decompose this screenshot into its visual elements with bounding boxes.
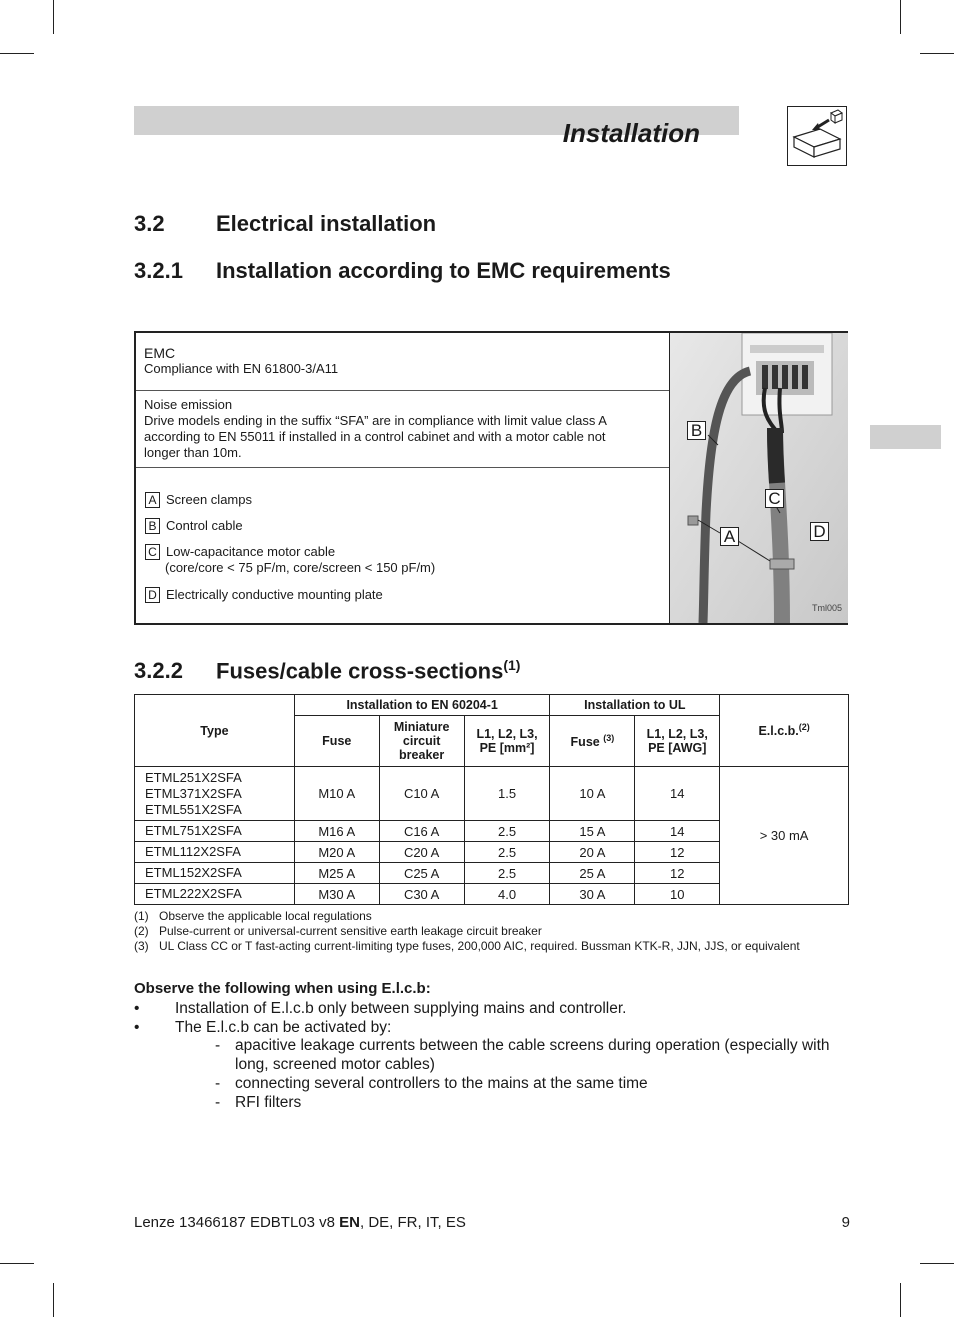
fuse-table bbox=[134, 694, 849, 905]
table-row: ETML222X2SFA M30 A C30 A 4.0 30 A 10 bbox=[135, 884, 849, 905]
dash-marker: - bbox=[215, 1075, 221, 1092]
table-row: ETML751X2SFA M16 A C16 A 2.5 15 A 14 bbox=[135, 821, 849, 842]
photo-label-b: B bbox=[687, 421, 706, 440]
dash-marker: - bbox=[215, 1094, 221, 1111]
noise-line-1: Drive models ending in the suffix “SFA” are in compliance with limit value class A bbox=[144, 413, 607, 428]
bullet-marker: • bbox=[134, 1019, 140, 1036]
sub-item: apacitive leakage currents between the cable screens during operation (especially with bbox=[235, 1037, 830, 1054]
footnote: (1) Observe the applicable local regulations bbox=[134, 909, 372, 923]
installation-box-icon bbox=[787, 106, 847, 166]
bullet-item: Installation of E.l.c.b only between supplying mains and controller. bbox=[175, 1000, 627, 1017]
footnote: (2) Pulse-current or universal-current sensitive earth leakage circuit breaker bbox=[134, 924, 542, 938]
col-header-en: Installation to EN 60204-1 bbox=[294, 695, 550, 716]
bullet-marker: • bbox=[134, 1000, 140, 1017]
sub-item-cont: long, screened motor cables) bbox=[235, 1056, 435, 1073]
emc-info-box bbox=[134, 331, 848, 625]
col-header-fuse: Fuse bbox=[294, 716, 379, 767]
footnote: (3) UL Class CC or T fast-acting current-limiting type fuses, 200,000 AIC, required. Bussman KTK-R, JJN, JJS, or equivalent bbox=[134, 939, 800, 953]
col-header-ul: Installation to UL bbox=[550, 695, 720, 716]
elcb-value: > 30 mA bbox=[720, 767, 849, 905]
col-header-elcb: E.l.c.b.$^{(2)}$ bbox=[720, 695, 849, 767]
legend-item: A Screen clamps bbox=[145, 492, 252, 508]
col-header-awg: L1, L2, L3, PE [AWG] bbox=[635, 716, 720, 767]
table-row: ETML152X2SFA M25 A C25 A 2.5 25 A 12 bbox=[135, 863, 849, 884]
dash-marker: - bbox=[215, 1037, 221, 1054]
page-number: 9 bbox=[841, 1214, 850, 1231]
noise-line-2: according to EN 55011 if installed in a control cabinet and with a motor cable not bbox=[144, 429, 606, 444]
heading-3-2: 3.2 Electrical installation bbox=[134, 211, 437, 236]
photo-label-c: C bbox=[765, 489, 784, 508]
emc-compliance: Compliance with EN 61800-3/A11 bbox=[144, 361, 339, 376]
photo-label-a: A bbox=[720, 527, 739, 546]
legend-item: C Low-capacitance motor cable (core/core < 75 pF/m, core/screen < 150 pF/m) bbox=[145, 544, 435, 576]
noise-line-3: longer than 10m. bbox=[144, 445, 242, 460]
col-header-mm2: L1, L2, L3, PE [mm²] bbox=[464, 716, 550, 767]
col-header-type: Type bbox=[135, 695, 295, 767]
heading-3-2-1: 3.2.1 Installation according to EMC requirements bbox=[134, 258, 671, 283]
photo-code: Tml005 bbox=[812, 603, 843, 613]
table-row: ETML251X2SFA ETML371X2SFA ETML551X2SFA M10 A C10 A 1.5 10 A 14 > 30 mA bbox=[135, 767, 849, 821]
col-header-mcb: Miniature circuit breaker bbox=[379, 716, 464, 767]
chapter-tab-marker bbox=[870, 425, 941, 449]
photo-label-d: D bbox=[810, 522, 829, 541]
heading-3-2-2: 3.2.2 Fuses/cable cross-sections$^{(1)}$ bbox=[134, 657, 521, 684]
noise-title: Noise emission bbox=[144, 397, 233, 412]
header-title: Installation bbox=[562, 118, 700, 148]
emc-title: EMC bbox=[144, 345, 176, 361]
installation-photo bbox=[670, 333, 848, 623]
legend-item: D Electrically conductive mounting plate bbox=[145, 587, 383, 603]
observe-heading: Observe the following when using E.l.c.b: bbox=[134, 980, 431, 997]
legend-item: B Control cable bbox=[145, 518, 243, 534]
footer-info: Lenze 13466187 EDBTL03 v8 EN, DE, FR, IT, ES bbox=[134, 1214, 466, 1231]
table-row: ETML112X2SFA M20 A C20 A 2.5 20 A 12 bbox=[135, 842, 849, 863]
sub-item: RFI filters bbox=[235, 1094, 302, 1111]
bullet-item: The E.l.c.b can be activated by: bbox=[175, 1019, 392, 1036]
sub-item: connecting several controllers to the mains at the same time bbox=[235, 1075, 648, 1092]
col-header-ul-fuse: Fuse $^{(3)}$ bbox=[550, 716, 635, 767]
